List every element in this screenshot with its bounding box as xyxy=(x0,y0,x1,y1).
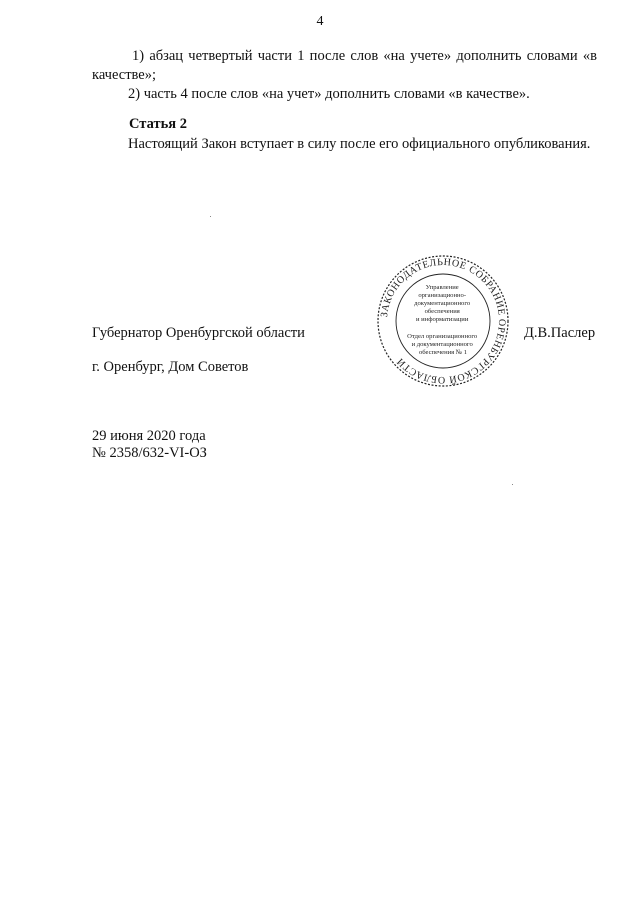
law-number: № 2358/632-VI-ОЗ xyxy=(92,445,207,461)
page-number: 4 xyxy=(316,14,324,29)
seal-outer-text: ЗАКОНОДАТЕЛЬНОЕ СОБРАНИЕ ОРЕНБУРГСКОЙ ОБЛАСТИ xyxy=(379,256,508,386)
amendment-item-1: 1) абзац четвертый части 1 после слов «на учете» дополнить словами «в качестве»; xyxy=(92,48,597,83)
scan-speck xyxy=(210,216,211,217)
law-date: 29 июня 2020 года xyxy=(92,428,206,444)
seal-line: и документационного xyxy=(411,341,473,348)
seal-line: документационного xyxy=(414,300,471,307)
signing-place: г. Оренбург, Дом Советов xyxy=(92,359,249,375)
scan-speck xyxy=(512,484,513,485)
signatory-name: Д.В.Паслер xyxy=(524,325,596,341)
seal-line: организационно- xyxy=(418,292,467,299)
seal-line: Управление xyxy=(425,284,459,291)
official-seal xyxy=(376,254,510,388)
amendment-item-2: 2) часть 4 после слов «на учет» дополнить словами «в качестве». xyxy=(128,86,530,102)
seal-line: и информатизации xyxy=(415,316,469,323)
seal-line: обеспечения № 1 xyxy=(418,349,468,356)
article-heading: Статья 2 xyxy=(129,116,187,132)
signatory-position: Губернатор Оренбургской области xyxy=(92,325,305,341)
article-text: Настоящий Закон вступает в силу после его официального опубликования. xyxy=(128,136,591,152)
svg-text:Управление организационно- xyxy=(407,284,479,356)
seal-line: Отдел организационного xyxy=(407,333,478,340)
seal-line: обеспечения xyxy=(424,308,460,315)
